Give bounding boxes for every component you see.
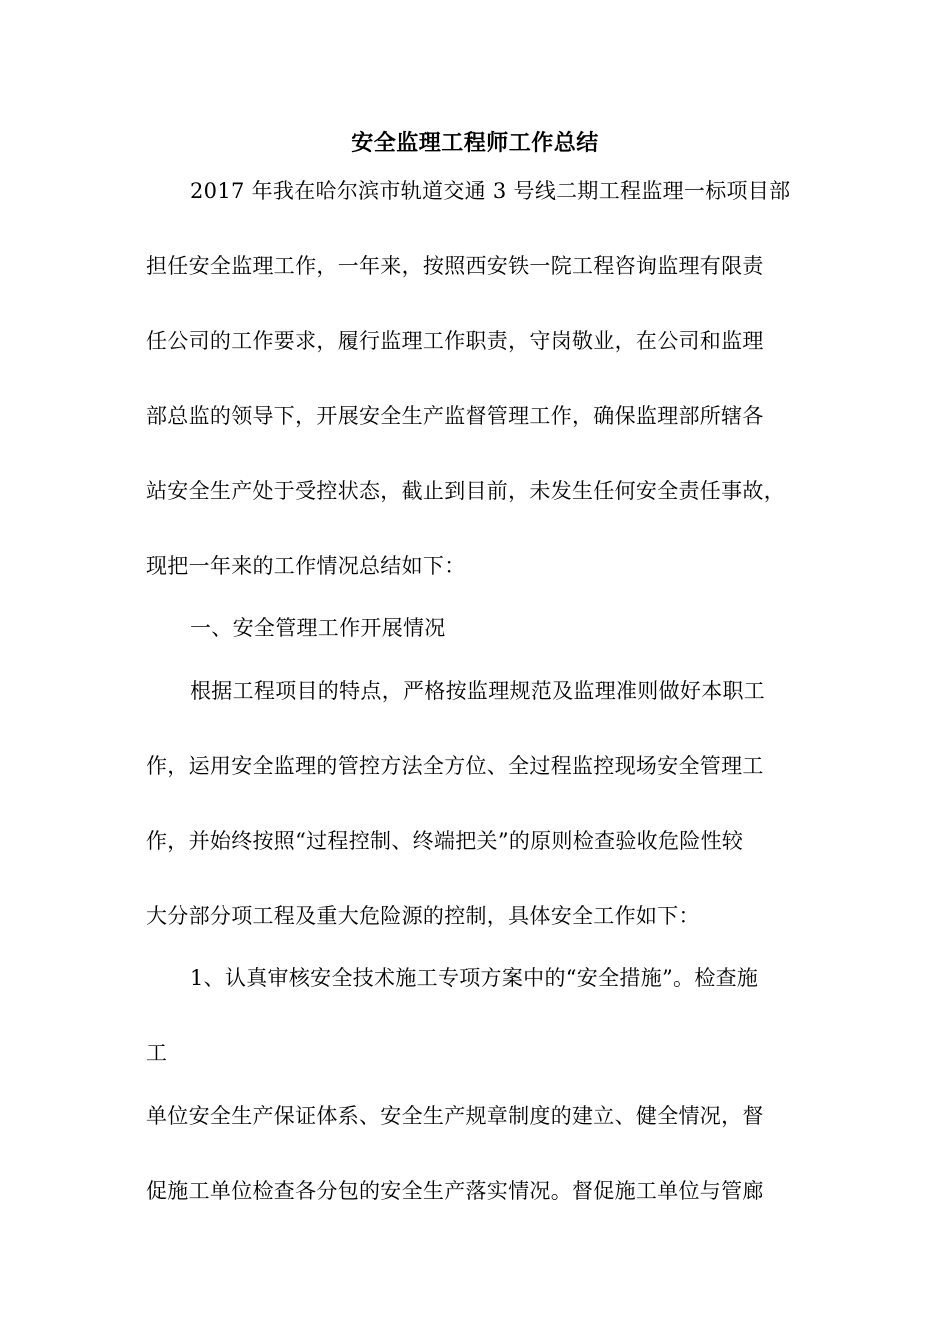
paragraph-line: 站安全生产处于受控状态，截止到目前，未发生任何安全责任事故， (146, 479, 785, 503)
paragraph-line: 根据工程项目的特点，严格按监理规范及监理准则做好本职工 (190, 679, 766, 703)
paragraph-line: 促施工单位检查各分包的安全生产落实情况。督促施工单位与管廊 (146, 1179, 764, 1203)
paragraph-line: 现把一年来的工作情况总结如下： (146, 554, 466, 578)
paragraph-line: 大分部分项工程及重大危险源的控制，具体安全工作如下： (146, 904, 700, 928)
paragraph-line: 作，并始终按照“过程控制、终端把关”的原则检查验收危险性较 (146, 829, 744, 853)
paragraph-line: 任公司的工作要求，履行监理工作职责，守岗敬业，在公司和监理 (146, 329, 764, 353)
list-item-line: 1、认真审核安全技术施工专项方案中的“安全措施”。检查施 (190, 966, 759, 990)
paragraph-line: 作，运用安全监理的管控方法全方位、全过程监控现场安全管理工 (146, 754, 764, 778)
document-title: 安全监理工程师工作总结 (351, 130, 599, 156)
paragraph-line: 部总监的领导下，开展安全生产监督管理工作，确保监理部所辖各 (146, 404, 764, 428)
paragraph-line: 单位安全生产保证体系、安全生产规章制度的建立、健全情况，督 (146, 1104, 764, 1128)
paragraph-line: 担任安全监理工作，一年来，按照西安铁一院工程咨询监理有限责 (146, 254, 764, 278)
paragraph-line: 工 (146, 1041, 168, 1065)
section-heading: 一、安全管理工作开展情况 (190, 616, 446, 640)
paragraph-line: 2017 年我在哈尔滨市轨道交通 3 号线二期工程监理一标项目部 (190, 179, 791, 203)
